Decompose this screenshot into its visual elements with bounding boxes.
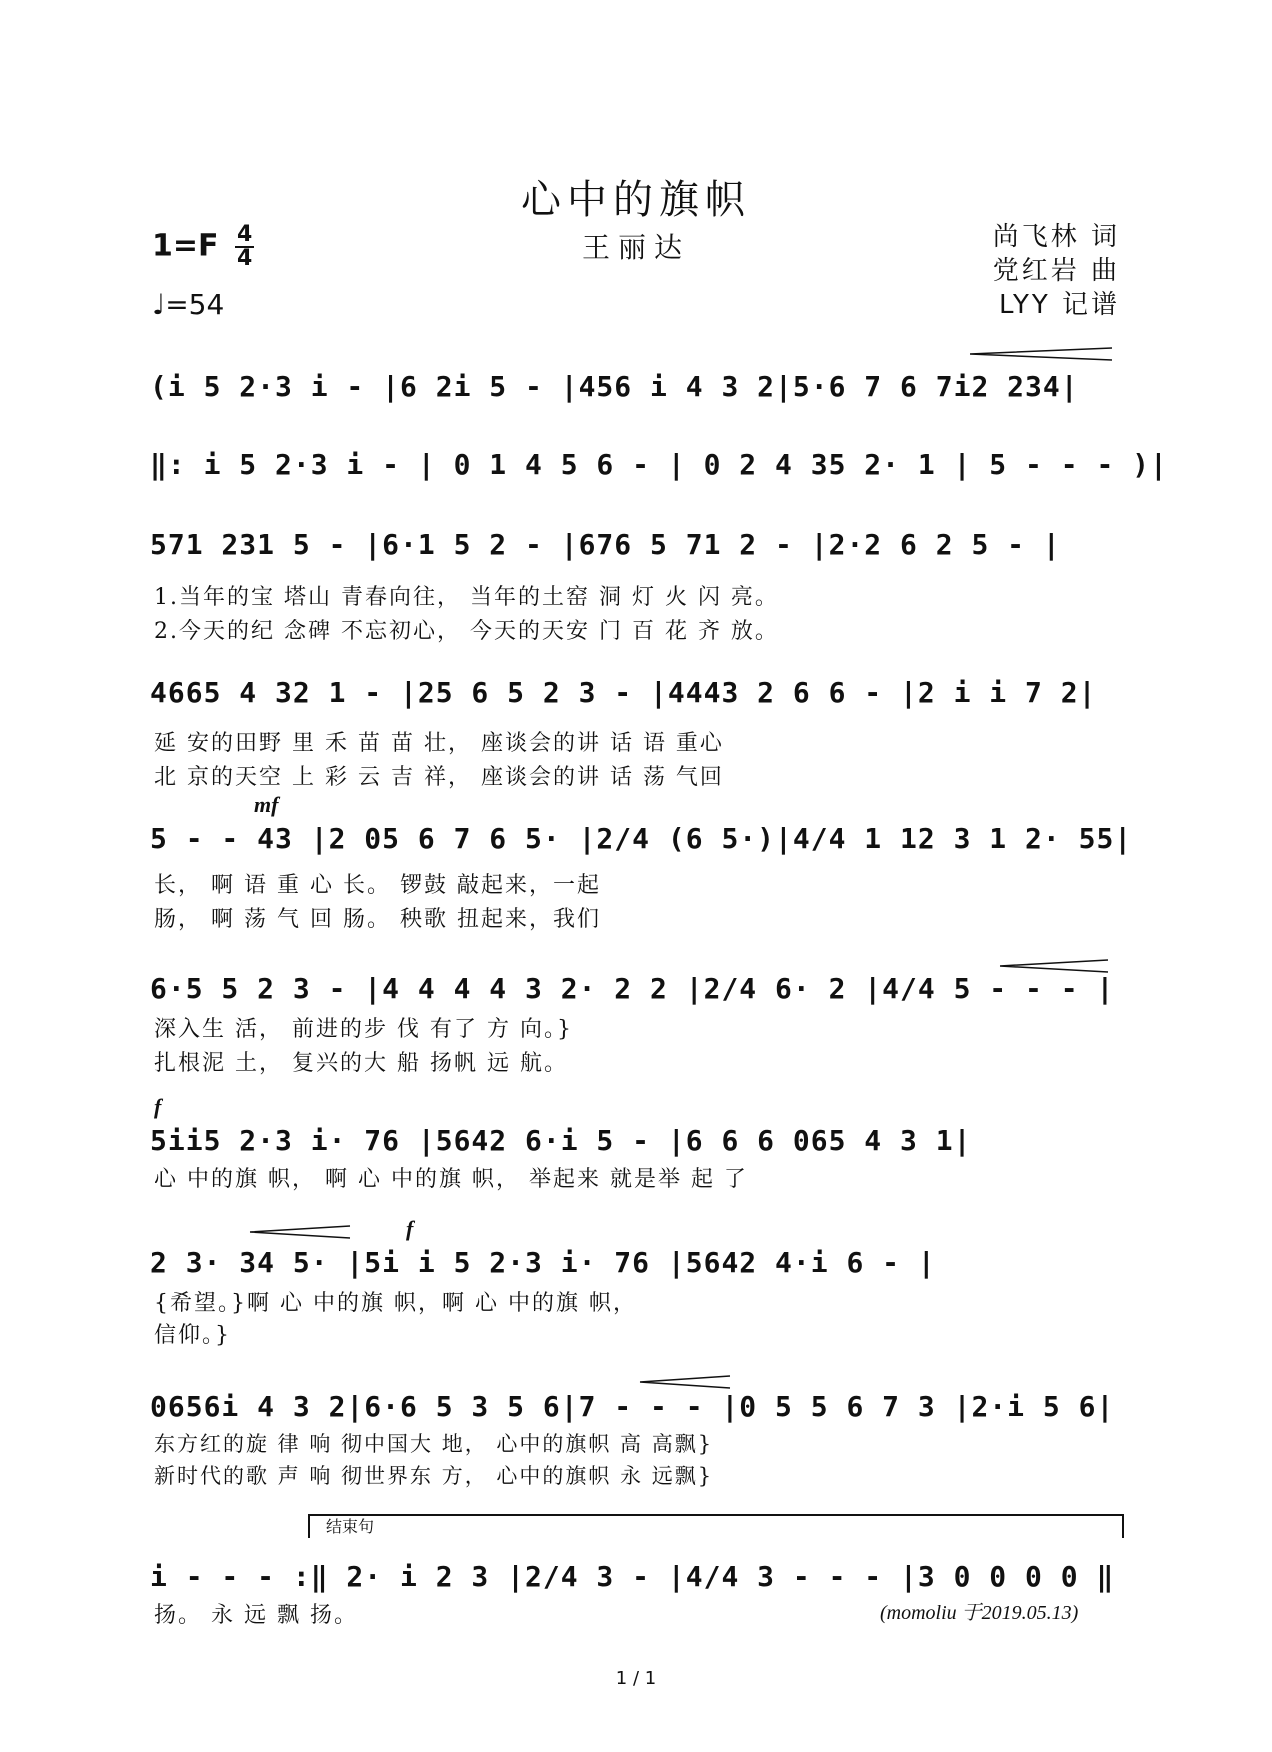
page-number: 1 / 1 (615, 1668, 657, 1689)
system-6-notes: 6·5 5 2 3 - |4 4 4 4 3 2· 2 2 |2/4 6· 2 |4/4 5 - - - | (150, 972, 1115, 1005)
transcriber: LYY 记谱 (998, 290, 1120, 320)
time-bottom: 4 (236, 246, 253, 271)
system-10-notes: i - - - :‖ 2· i 2 3 |2/4 3 - |4/4 3 - - - |3 0 0 0 0 ‖ (150, 1560, 1115, 1593)
system-6-lyric-1: 深入生 活， 前进的步 伐 有了 方 向。} (154, 1017, 573, 1042)
hairpin-4 (640, 1376, 730, 1388)
system-3-lyric-1: 1.当年的宝 塔山 青春向往， 当年的土窑 洞 灯 火 闪 亮。 (154, 585, 779, 610)
hairpin-2 (1000, 960, 1108, 972)
system-5-lyric-1: 长， 啊 语 重 心 长。 锣鼓 敲起来，一起 (154, 873, 601, 898)
system-4-notes: 4665 4 32 1 - |25 6 5 2 3 - |4443 2 6 6 - |2 i i 7 2| (150, 676, 1097, 709)
system-10-lyric-1: 扬。 永 远 飘 扬。 (154, 1603, 358, 1628)
singer-name: 王丽达 (581, 231, 690, 264)
dynamic-f-1: f (154, 1094, 162, 1119)
system-4-lyric-1: 延 安的田野 里 禾 苗 苗 壮， 座谈会的讲 话 语 重心 (154, 731, 724, 756)
system-3-lyric-2: 2.今天的纪 念碑 不忘初心， 今天的天安 门 百 花 齐 放。 (154, 619, 779, 644)
system-9-lyric-1: 东方红的旋 律 响 彻中国大 地， 心中的旗帜 高 高飘} (154, 1432, 714, 1456)
transcription-note: (momoliu 于2019.05.13) (880, 1602, 1079, 1624)
system-5-lyric-2: 肠， 啊 荡 气 回 肠。 秧歌 扭起来，我们 (154, 907, 601, 932)
hairpin-1 (970, 348, 1112, 360)
system-7-lyric-1: 心 中的旗 帜， 啊 心 中的旗 帜， 举起来 就是举 起 了 (154, 1167, 748, 1192)
song-title: 心中的旗帜 (521, 177, 751, 223)
dynamic-f-2: f (406, 1216, 414, 1241)
tempo-mark: ♩=54 (152, 288, 225, 321)
system-6-lyric-2: 扎根泥 土， 复兴的大 船 扬帆 远 航。 (154, 1051, 568, 1076)
system-4-lyric-2: 北 京的天空 上 彩 云 吉 祥， 座谈会的讲 话 荡 气回 (154, 765, 724, 790)
system-9-lyric-2: 新时代的歌 声 响 彻世界东 方， 心中的旗帜 永 远飘} (154, 1464, 714, 1488)
ending-label: 结束句 (326, 1517, 375, 1536)
hairpin-3 (250, 1226, 350, 1238)
time-top: 4 (236, 222, 253, 247)
system-1-notes: (i 5 2·3 i - |6 2i 5 - |456 i 4 3 2|5·6 7 6 7i2 234| (150, 370, 1079, 403)
composer: 党红岩 曲 (992, 256, 1120, 286)
system-7-notes: 5ii5 2·3 i· 76 |5642 6·i 5 - |6 6 6 065 4 3 1| (150, 1124, 972, 1157)
lyricist: 尚飞林 词 (992, 222, 1120, 252)
key-label: 1=F (152, 228, 219, 264)
system-5-notes: 5 - - 43 |2 05 6 7 6 5· |2/4 (6 5·)|4/4 1 12 3 1 2· 55| (150, 822, 1133, 855)
dynamic-mf: mf (254, 792, 279, 817)
system-9-notes: 0656i 4 3 2|6·6 5 3 5 6|7 - - - |0 5 5 6 7 3 |2·i 5 6| (150, 1390, 1115, 1423)
system-8-notes: 2 3· 34 5· |5i i 5 2·3 i· 76 |5642 4·i 6 - | (150, 1246, 936, 1279)
system-2-notes: ‖: i 5 2·3 i - | 0 1 4 5 6 - | 0 2 4 35 2· 1 | 5 - - - )| (150, 448, 1168, 481)
system-3-notes: 571 231 5 - |6·1 5 2 - |676 5 71 2 - |2·2 6 2 5 - | (150, 528, 1061, 561)
system-8-lyric-1: {希望。}啊 心 中的旗 帜，啊 心 中的旗 帜， (154, 1291, 637, 1316)
system-8-lyric-2: 信仰。} (154, 1323, 231, 1348)
